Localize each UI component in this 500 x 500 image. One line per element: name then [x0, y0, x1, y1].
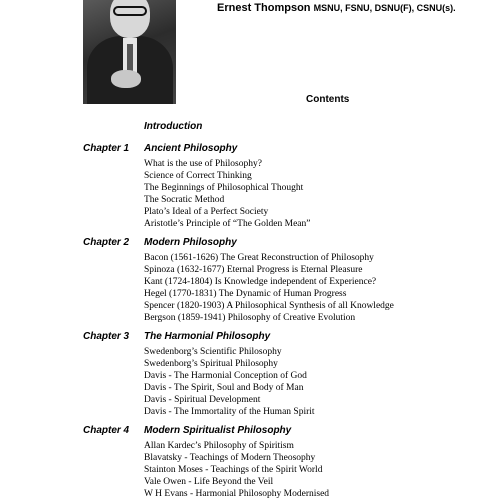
- chapter-topic-list: [144, 346, 315, 418]
- author-credentials: MSNU, FSNU, DSNU(F), CSNU(s).: [313, 3, 456, 13]
- topic-item: Davis - The Immortality of the Human Spirit: [144, 407, 315, 417]
- topic-item: Allan Kardec’s Philosophy of Spiritism: [144, 441, 294, 451]
- photo-glasses-shape: [113, 6, 147, 16]
- topic-item: Bergson (1859-1941) Philosophy of Creative Evolution: [144, 313, 356, 323]
- chapter-title: Modern Spiritualist Philosophy: [144, 425, 292, 436]
- topic-item: Blavatsky - Teachings of Modern Theosophy: [144, 453, 316, 463]
- topic-item: What is the use of Philosophy?: [144, 159, 262, 169]
- chapter-number: Chapter 4: [83, 425, 130, 436]
- chapter-topic-list: [144, 440, 329, 500]
- author-name: Ernest Thompson: [217, 2, 311, 14]
- introduction-heading: Introduction: [144, 121, 203, 132]
- topic-item: The Beginnings of Philosophical Thought: [144, 183, 304, 193]
- topic-item: Kant (1724-1804) Is Knowledge independent of Experience?: [144, 277, 377, 287]
- topic-item: Aristotle’s Principle of “The Golden Mean”: [144, 219, 311, 229]
- chapter-topic-list: [144, 252, 394, 324]
- topic-item: Spinoza (1632-1677) Eternal Progress is Eternal Pleasure: [144, 265, 363, 275]
- contents-heading: Contents: [306, 94, 350, 105]
- topic-item: The Socratic Method: [144, 195, 225, 205]
- topic-item: Davis - The Spirit, Soul and Body of Man: [144, 383, 304, 393]
- topic-item: Plato’s Ideal of a Perfect Society: [144, 207, 269, 217]
- photo-hands-shape: [111, 70, 141, 88]
- topic-item: Swedenborg’s Spiritual Philosophy: [144, 359, 278, 369]
- topic-item: Hegel (1770-1831) The Dynamic of Human Progress: [144, 289, 347, 299]
- chapter-number: Chapter 1: [83, 143, 130, 154]
- topic-item: Spencer (1820-1903) A Philosophical Synthesis of all Knowledge: [144, 301, 394, 311]
- chapter-title: The Harmonial Philosophy: [144, 331, 271, 342]
- topic-item: Swedenborg’s Scientific Philosophy: [144, 347, 282, 357]
- topic-item: W H Evans - Harmonial Philosophy Modernised: [144, 489, 330, 499]
- topic-item: Science of Correct Thinking: [144, 171, 252, 181]
- topic-item: Vale Owen - Life Beyond the Veil: [144, 477, 274, 487]
- chapter-topic-list: [144, 158, 310, 230]
- author-line: [217, 2, 456, 14]
- chapter-title: Modern Philosophy: [144, 237, 237, 248]
- topic-item: Bacon (1561-1626) The Great Reconstruction of Philosophy: [144, 253, 374, 263]
- chapter-title: Ancient Philosophy: [144, 143, 238, 154]
- topic-item: Davis - Spiritual Development: [144, 395, 261, 405]
- chapter-number: Chapter 2: [83, 237, 130, 248]
- topic-item: Stainton Moses - Teachings of the Spirit World: [144, 465, 323, 475]
- author-photo: [83, 0, 176, 104]
- chapter-number: Chapter 3: [83, 331, 130, 342]
- topic-item: Davis - The Harmonial Conception of God: [144, 371, 307, 381]
